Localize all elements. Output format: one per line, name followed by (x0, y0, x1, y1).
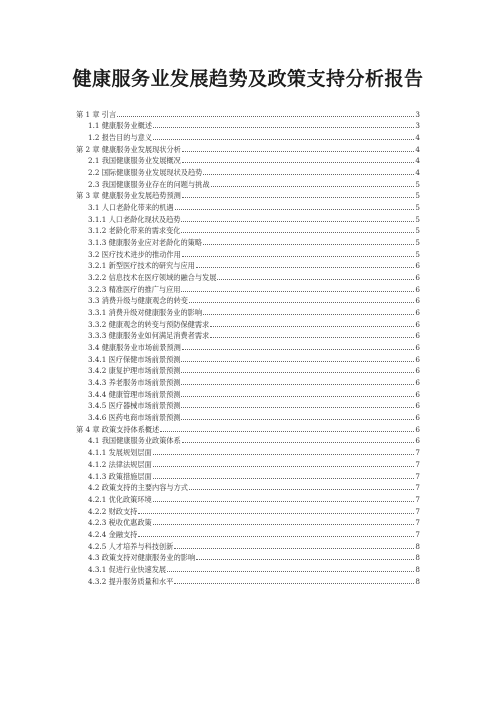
toc-entry[interactable] (76, 189, 420, 201)
toc-dot-leader (153, 524, 415, 525)
toc-page-number: 7 (415, 483, 420, 493)
toc-entry-label: 3.1.2 老龄化带来的需求变化 (88, 226, 181, 236)
toc-entry-label: 3.4.4 健康管理市场前景预测 (88, 389, 181, 399)
toc-entry[interactable] (76, 574, 420, 586)
toc-page-number: 6 (415, 436, 420, 446)
toc-entry-label: 3.3.2 健康观念的转变与预防保健需求 (88, 319, 210, 329)
toc-entry[interactable] (76, 434, 420, 446)
toc-entry[interactable] (76, 107, 420, 119)
toc-page-number: 8 (415, 564, 420, 574)
toc-dot-leader (189, 302, 414, 303)
toc-entry[interactable] (76, 142, 420, 154)
document-title: 健康服务业发展趋势及政策支持分析报告 (72, 68, 424, 90)
toc-dot-leader (189, 489, 414, 490)
toc-page-number: 6 (415, 424, 420, 434)
toc-page-number: 5 (415, 249, 420, 259)
toc-dot-leader (182, 256, 415, 257)
toc-page-number: 8 (415, 576, 420, 586)
toc-dot-leader (153, 466, 415, 467)
toc-page-number: 4 (415, 168, 420, 178)
toc-page-number: 6 (415, 343, 420, 353)
toc-page-number: 8 (415, 541, 420, 551)
toc-entry[interactable] (76, 539, 420, 551)
toc-entry-label: 4.2 政策支持的主要内容与方式 (88, 483, 188, 493)
toc-page-number: 4 (415, 133, 420, 143)
toc-entry-label: 4.1.1 发展规划层面 (88, 448, 152, 458)
toc-entry[interactable] (76, 294, 420, 306)
toc-dot-leader (217, 279, 414, 280)
toc-dot-leader (210, 326, 414, 327)
toc-entry[interactable] (76, 177, 420, 189)
toc-page-number: 6 (415, 296, 420, 306)
table-of-contents (76, 107, 420, 586)
toc-entry[interactable] (76, 259, 420, 271)
toc-entry-label: 第 2 章 健康服务业发展现状分析 (76, 144, 181, 154)
toc-page-number: 5 (415, 226, 420, 236)
toc-dot-leader (203, 174, 414, 175)
toc-entry[interactable] (76, 235, 420, 247)
toc-page-number: 3 (415, 109, 420, 119)
toc-dot-leader (153, 454, 415, 455)
toc-dot-leader (138, 513, 414, 514)
toc-dot-leader (211, 186, 415, 187)
toc-entry[interactable] (76, 551, 420, 563)
toc-dot-leader (160, 431, 414, 432)
toc-page-number: 6 (415, 331, 420, 341)
toc-page-number: 6 (415, 401, 420, 411)
toc-entry-label: 3.4.5 医疗器械市场前景预测 (88, 401, 181, 411)
toc-entry-label: 4.1.3 政策措施层面 (88, 471, 152, 481)
toc-entry[interactable] (76, 329, 420, 341)
toc-page-number: 6 (415, 319, 420, 329)
toc-entry[interactable] (76, 200, 420, 212)
toc-entry[interactable] (76, 422, 420, 434)
toc-entry[interactable] (76, 516, 420, 528)
toc-page-number: 5 (415, 179, 420, 189)
toc-entry-label: 3.1.3 健康服务业应对老龄化的策略 (88, 238, 203, 248)
toc-entry[interactable] (76, 375, 420, 387)
toc-page-number: 5 (415, 214, 420, 224)
toc-entry[interactable] (76, 469, 420, 481)
toc-entry[interactable] (76, 527, 420, 539)
toc-entry[interactable] (76, 247, 420, 259)
toc-entry[interactable] (76, 130, 420, 142)
toc-dot-leader (138, 536, 414, 537)
toc-entry-label: 第 3 章 健康服务业发展趋势预测 (76, 191, 181, 201)
toc-dot-leader (181, 372, 414, 373)
toc-entry-label: 1.2 报告目的与意义 (88, 133, 153, 143)
toc-entry[interactable] (76, 387, 420, 399)
toc-page-number: 7 (415, 448, 420, 458)
toc-page-number: 4 (415, 156, 420, 166)
toc-entry-label: 4.2.3 税收优惠政策 (88, 518, 152, 528)
toc-entry[interactable] (76, 282, 420, 294)
toc-entry[interactable] (76, 165, 420, 177)
toc-page-number: 6 (415, 366, 420, 376)
toc-page-number: 7 (415, 518, 420, 528)
toc-entry-label: 3.4.2 康复护理市场前景预测 (88, 366, 181, 376)
toc-entry[interactable] (76, 364, 420, 376)
toc-dot-leader (182, 197, 415, 198)
toc-entry-label: 3.2.1 新型医疗技术的研究与应用 (88, 261, 195, 271)
toc-entry[interactable] (76, 399, 420, 411)
toc-page-number: 8 (415, 553, 420, 563)
toc-entry[interactable] (76, 504, 420, 516)
toc-entry-label: 3.3 消费升级与健康观念的转变 (88, 296, 188, 306)
toc-entry-label: 第 4 章 政策支持体系概述 (76, 424, 160, 434)
toc-entry[interactable] (76, 119, 420, 131)
toc-entry-label: 4.2.1 优化政策环境 (88, 494, 152, 504)
toc-entry[interactable] (76, 352, 420, 364)
toc-entry[interactable] (76, 224, 420, 236)
toc-dot-leader (182, 349, 415, 350)
toc-entry[interactable] (76, 445, 420, 457)
toc-page-number: 6 (415, 261, 420, 271)
toc-page-number: 7 (415, 494, 420, 504)
toc-page-number: 6 (415, 378, 420, 388)
toc-entry[interactable] (76, 410, 420, 422)
toc-dot-leader (153, 139, 414, 140)
toc-page-number: 4 (415, 144, 420, 154)
toc-dot-leader (153, 478, 415, 479)
toc-entry[interactable] (76, 481, 420, 493)
toc-entry-label: 3.4.1 医疗保健市场前景预测 (88, 354, 181, 364)
toc-entry-label: 3.1.1 人口老龄化现状及趋势 (88, 214, 181, 224)
toc-page-number: 5 (415, 191, 420, 201)
toc-entry[interactable] (76, 305, 420, 317)
toc-entry-label: 3.1 人口老龄化带来的机遇 (88, 203, 174, 213)
toc-dot-leader (182, 442, 415, 443)
toc-dot-leader (174, 583, 414, 584)
toc-entry-label: 3.4.3 养老服务市场前景预测 (88, 378, 181, 388)
toc-dot-leader (196, 559, 414, 560)
toc-page-number: 7 (415, 459, 420, 469)
toc-dot-leader (196, 267, 415, 268)
toc-entry-label: 4.3.1 促进行业快速发展 (88, 564, 167, 574)
toc-entry-label: 1.1 健康服务业概述 (88, 121, 153, 131)
toc-page-number: 3 (415, 121, 420, 131)
toc-dot-leader (174, 548, 414, 549)
toc-entry-label: 4.2.5 人才培养与科技创新 (88, 541, 174, 551)
toc-entry-label: 3.3.1 消费升级对健康服务业的影响 (88, 308, 203, 318)
toc-entry-label: 4.1 我国健康服务业政策体系 (88, 436, 181, 446)
toc-entry-label: 3.3.3 健康服务业如何满足消费者需求 (88, 331, 210, 341)
toc-entry-label: 4.3 政策支持对健康服务业的影响 (88, 553, 196, 563)
toc-dot-leader (167, 571, 414, 572)
toc-entry-label: 4.3.2 提升服务质量和水平 (88, 576, 174, 586)
toc-page-number: 5 (415, 203, 420, 213)
toc-entry-label: 4.2.4 金融支持 (88, 529, 138, 539)
toc-dot-leader (181, 419, 414, 420)
toc-entry-label: 2.2 国际健康服务业发展现状及趋势 (88, 168, 203, 178)
toc-dot-leader (203, 314, 414, 315)
toc-dot-leader (182, 162, 415, 163)
toc-entry[interactable] (76, 457, 420, 469)
toc-entry-label: 3.2.2 信息技术在医疗领域的融合与发展 (88, 273, 217, 283)
toc-dot-leader (210, 337, 414, 338)
toc-dot-leader (181, 232, 414, 233)
toc-entry-label: 3.4.6 医药电商市场前景预测 (88, 413, 181, 423)
toc-entry-label: 3.2.3 精准医疗的推广与应用 (88, 284, 181, 294)
toc-entry[interactable] (76, 212, 420, 224)
toc-entry[interactable] (76, 340, 420, 352)
toc-entry-label: 第 1 章 引言 (76, 109, 117, 119)
toc-dot-leader (175, 209, 415, 210)
toc-dot-leader (181, 291, 414, 292)
toc-dot-leader (153, 501, 415, 502)
toc-dot-leader (153, 127, 414, 128)
toc-entry[interactable] (76, 154, 420, 166)
toc-entry-label: 3.2 医疗技术进步的推动作用 (88, 249, 181, 259)
toc-entry[interactable] (76, 317, 420, 329)
toc-dot-leader (181, 384, 414, 385)
toc-dot-leader (181, 407, 414, 408)
toc-page-number: 6 (415, 413, 420, 423)
toc-entry-label: 4.1.2 法律法规层面 (88, 459, 152, 469)
toc-page-number: 6 (415, 273, 420, 283)
toc-dot-leader (181, 221, 414, 222)
toc-entry-label: 4.2.2 财政支持 (88, 506, 138, 516)
toc-entry-label: 2.1 我国健康服务业发展概况 (88, 156, 181, 166)
toc-entry[interactable] (76, 562, 420, 574)
toc-dot-leader (182, 151, 415, 152)
toc-entry[interactable] (76, 270, 420, 282)
toc-entry[interactable] (76, 492, 420, 504)
toc-entry-label: 2.3 我国健康服务业存在的问题与挑战 (88, 179, 210, 189)
toc-page-number: 7 (415, 471, 420, 481)
toc-page-number: 6 (415, 284, 420, 294)
toc-page-number: 5 (415, 238, 420, 248)
toc-page-number: 7 (415, 506, 420, 516)
toc-page-number: 6 (415, 354, 420, 364)
toc-dot-leader (117, 116, 414, 117)
toc-page-number: 6 (415, 389, 420, 399)
toc-page-number: 7 (415, 529, 420, 539)
toc-dot-leader (181, 396, 414, 397)
toc-dot-leader (181, 361, 414, 362)
toc-dot-leader (203, 244, 414, 245)
toc-entry-label: 3.4 健康服务业市场前景预测 (88, 343, 181, 353)
toc-page-number: 6 (415, 308, 420, 318)
